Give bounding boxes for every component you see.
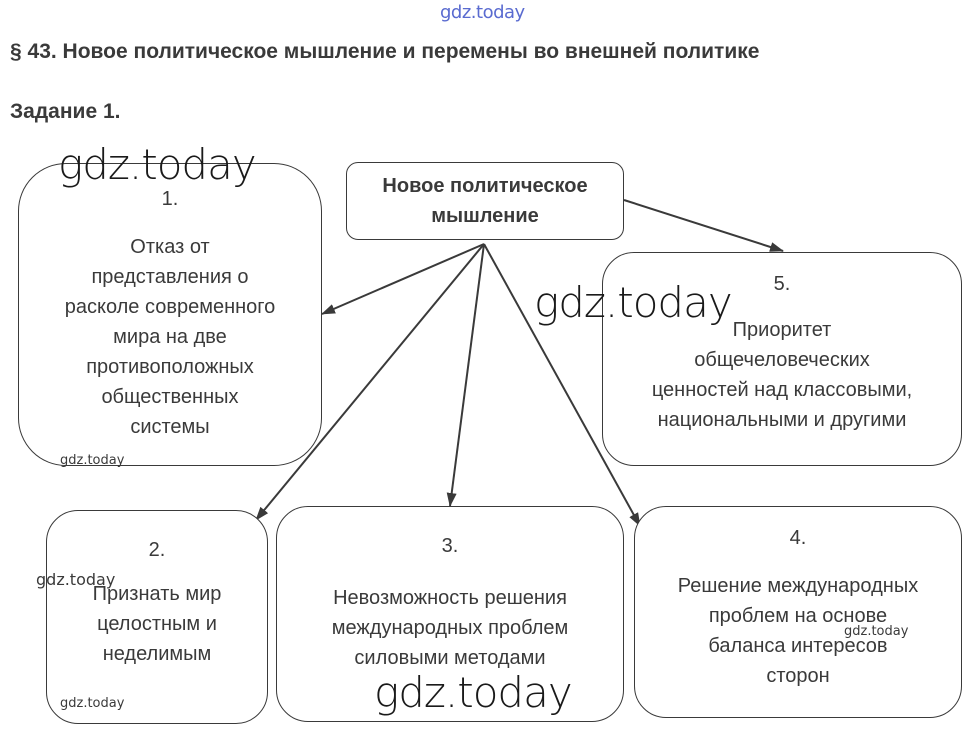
top-watermark: gdz.today: [440, 2, 525, 23]
box-1-number: 1.: [161, 188, 179, 210]
arrow-to-box-5: [624, 200, 783, 251]
watermark-big-1: gdz.today: [58, 140, 256, 189]
box-1: [18, 163, 322, 466]
watermark-small-1: gdz.today: [60, 453, 125, 468]
watermark-small-2: gdz.today: [36, 570, 116, 589]
box-4: [634, 506, 962, 718]
watermark-small-4: gdz.today: [844, 624, 909, 639]
arrow-to-box-1: [322, 244, 484, 314]
watermark-small-3: gdz.today: [60, 696, 125, 711]
box-1-text: Отказ от представления о расколе современного мира на две противоположных общественных системы: [64, 236, 276, 438]
box-4-text: Решение международных проблем на основе баланса интересов сторон: [677, 575, 919, 687]
box-2-text: Признать мир целостным и неделимым: [92, 583, 222, 665]
box-4-number: 4.: [789, 527, 807, 549]
center-node: [346, 162, 624, 240]
box-5-text: Приоритет общечеловеческих ценностей над классовыми, национальными и другими: [651, 319, 913, 431]
watermark-big-3: gdz.today: [374, 668, 572, 717]
watermark-big-2: gdz.today: [534, 278, 732, 327]
box-5-number: 5.: [773, 273, 791, 295]
box-2-number: 2.: [148, 539, 166, 561]
box-2: [46, 510, 268, 724]
section-title: § 43. Новое политическое мышление и перемены во внешней политике: [10, 40, 760, 63]
arrow-to-box-3: [450, 244, 484, 506]
box-3-text: Невозможность решения международных проблем силовыми методами: [331, 587, 569, 669]
center-node-label: Новое политическое мышление: [382, 175, 588, 227]
task-title: Задание 1.: [10, 100, 121, 123]
box-3-number: 3.: [441, 535, 459, 557]
